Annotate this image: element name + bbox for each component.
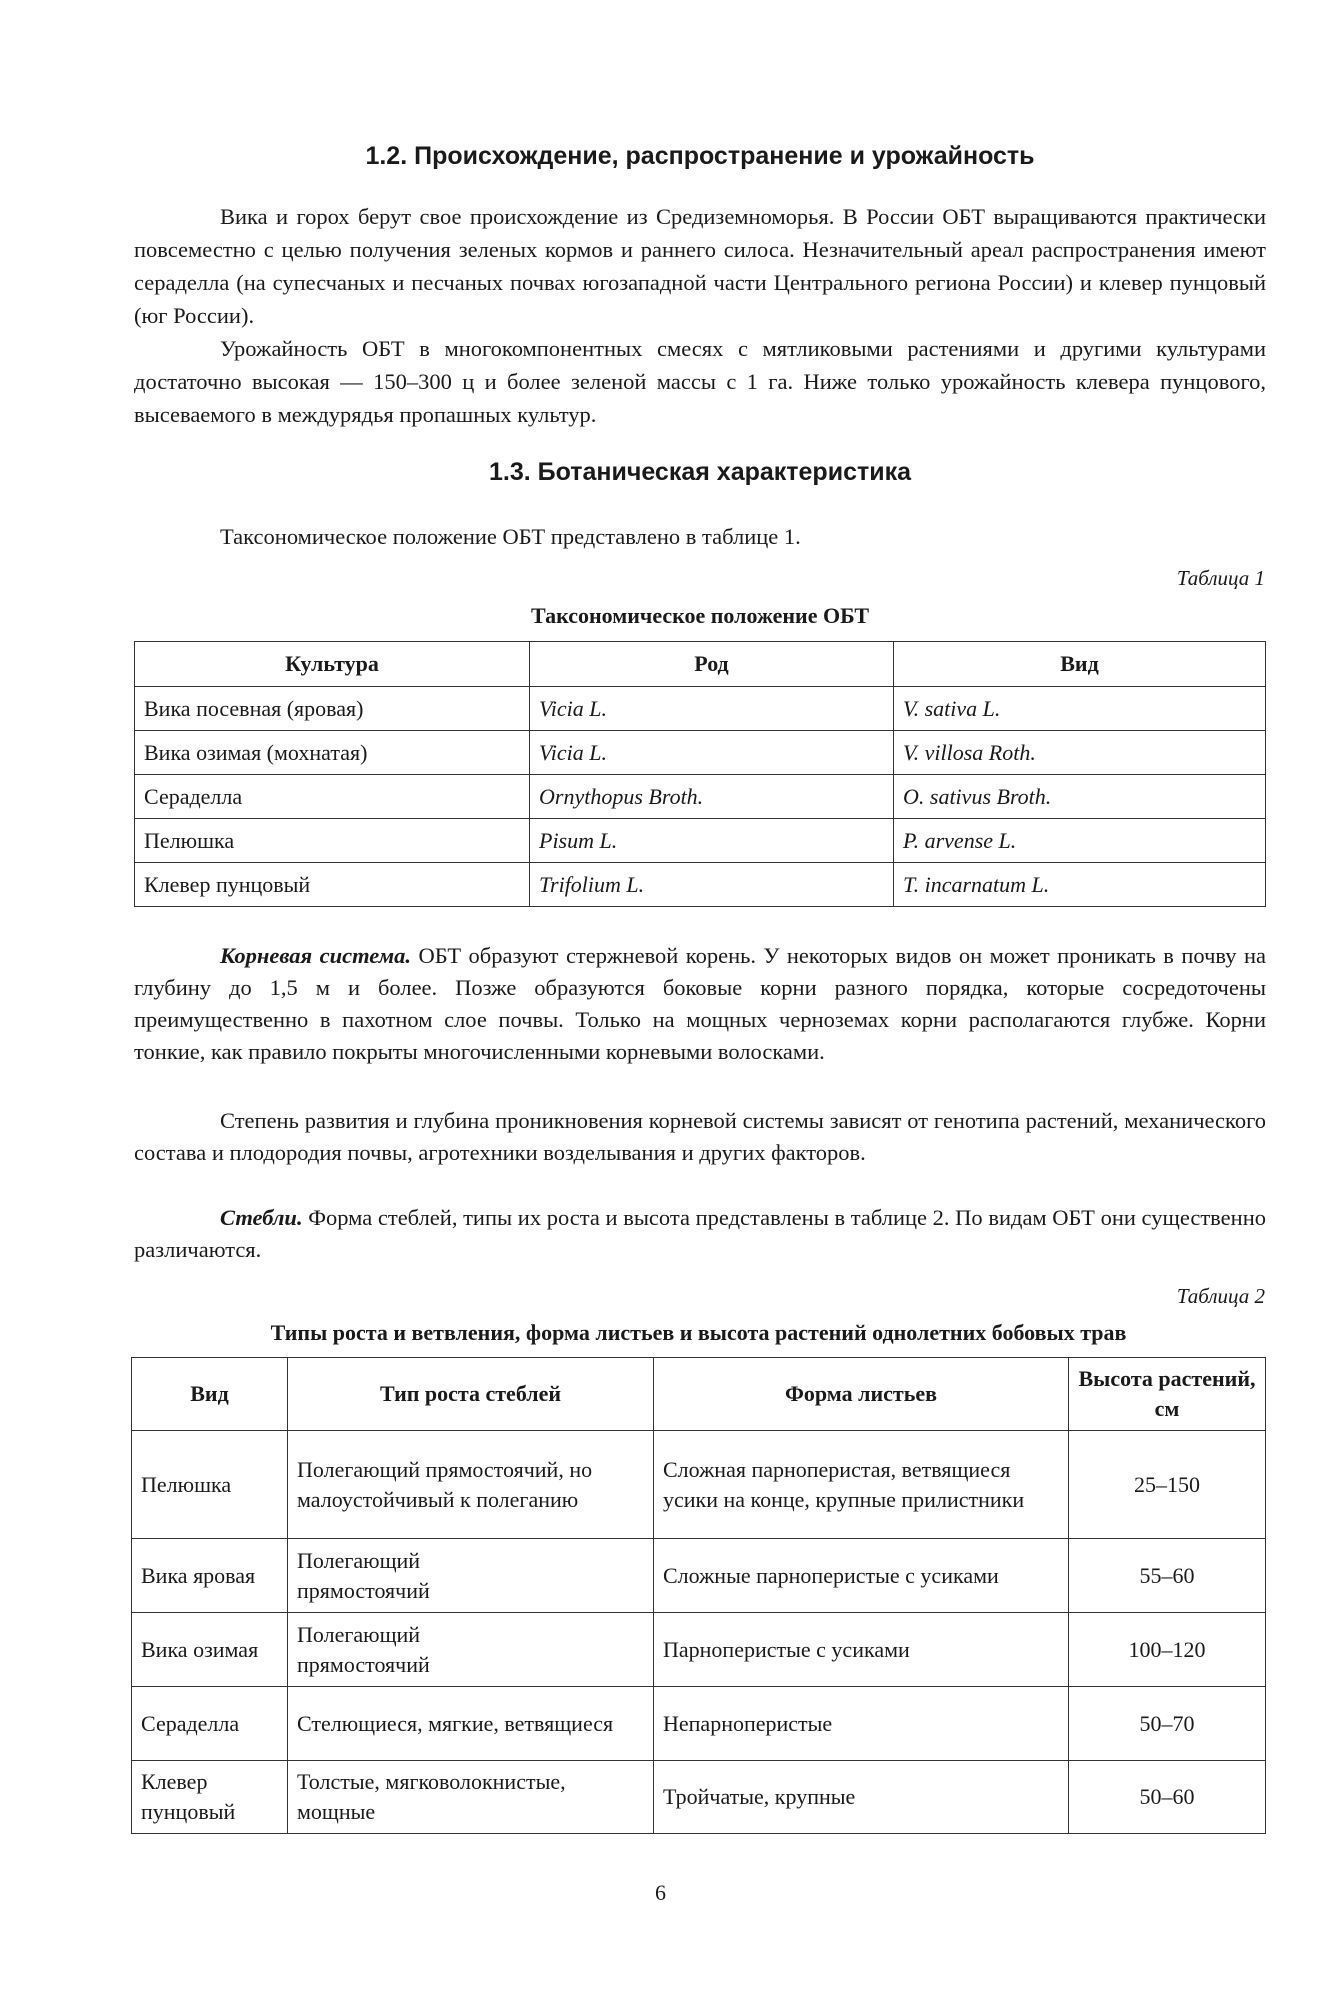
cell-genus: Vicia L. xyxy=(530,687,894,731)
header-cell: Форма листьев xyxy=(654,1358,1069,1431)
stems-text: Форма стеблей, типы их роста и высота представлены в таблице 2. По видам ОБТ они существенно различаются. xyxy=(134,1205,1266,1262)
header-cell: Высота растений, см xyxy=(1069,1358,1266,1431)
cell-height: 50–60 xyxy=(1069,1761,1266,1834)
table2-label: Таблица 2 xyxy=(1176,1284,1265,1308)
page-number: 6 xyxy=(655,1880,666,1905)
paragraph-roots xyxy=(134,940,1266,1068)
cell-height: 100–120 xyxy=(1069,1613,1266,1687)
cell-leaf-form: Сложные парноперистые с усиками xyxy=(654,1539,1069,1613)
table1-label: Таблица 1 xyxy=(1176,566,1265,590)
cell-species: Вика яровая xyxy=(132,1539,288,1613)
cell-culture: Сераделла xyxy=(135,775,530,819)
cell-species: Клевер пунцовый xyxy=(132,1761,288,1834)
cell-stem-type: Стелющиеся, мягкие, ветвящиеся xyxy=(288,1687,654,1761)
table-header-row xyxy=(135,642,1266,687)
cell-genus: Trifolium L. xyxy=(530,863,894,907)
cell-species: T. incarnatum L. xyxy=(894,863,1266,907)
paragraph-roots-2: Степень развития и глубина проникновения корневой системы зависят от генотипа растений, механического состава и плодородия почвы, агротехники возделывания и других факторов. xyxy=(134,1108,1266,1165)
cell-stem-type: Полегающий прямостоячий, но малоустойчивый к полеганию xyxy=(288,1431,654,1539)
cell-leaf-form: Парноперистые с усиками xyxy=(654,1613,1069,1687)
roots-text: ОБТ образуют стержневой корень. У некоторых видов он может проникать в почву на глубину до 1,5 м и более. Позже образуются боковые корни разного порядка, которые сосредоточены преимущественно в пахотном слое почвы. Только на мощных черноземах корни располагаются глубже. Корни тонкие, как правило покрыты многочисленными корневыми волосками. xyxy=(134,943,1267,1064)
section-heading-1-2: 1.2. Происхождение, распространение и урожайность xyxy=(365,142,1035,170)
cell-species: Пелюшка xyxy=(132,1431,288,1539)
header-cell: Вид xyxy=(132,1358,288,1431)
cell-stem-type: Толстые, мягковолокнистые, мощные xyxy=(288,1761,654,1834)
cell-leaf-form: Непарноперистые xyxy=(654,1687,1069,1761)
cell-leaf-form: Тройчатые, крупные xyxy=(654,1761,1069,1834)
cell-stem-type: Полегающий прямостоячий xyxy=(288,1539,654,1613)
cell-species: P. arvense L. xyxy=(894,819,1266,863)
header-cell: Вид xyxy=(894,642,1266,687)
cell-species: O. sativus Broth. xyxy=(894,775,1266,819)
table-row xyxy=(132,1613,1266,1687)
header-cell: Род xyxy=(530,642,894,687)
header-cell: Культура xyxy=(135,642,530,687)
taxonomy-table xyxy=(134,641,1266,907)
term-stems: Стебли. xyxy=(220,1205,303,1230)
cell-species: V. sativa L. xyxy=(894,687,1266,731)
table1-caption: Таксономическое положение ОБТ xyxy=(530,603,870,628)
paragraph-taxonomy-intro: Таксономическое положение ОБТ представлено в таблице 1. xyxy=(220,524,801,549)
table-row xyxy=(132,1687,1266,1761)
cell-culture: Вика озимая (мохнатая) xyxy=(135,731,530,775)
section-heading-1-3: 1.3. Ботаническая характеристика xyxy=(488,458,912,486)
cell-culture: Клевер пунцовый xyxy=(135,863,530,907)
cell-genus: Vicia L. xyxy=(530,731,894,775)
paragraph-stems xyxy=(134,1202,1266,1266)
term-roots: Корневая система. xyxy=(220,943,411,968)
table2-caption: Типы роста и ветвления, форма листьев и высота растений однолетних бобовых трав xyxy=(270,1320,1127,1345)
paragraph-origin: Вика и горох берут свое происхождение из Средиземноморья. В России ОБТ выращиваются практически повсеместно с целью получения зеленых кормов и раннего силоса. Незначительный ареал распространения имеют сераделла (на супесчаных и песчаных почвах югозападной части Центрального региона России) и клевер пунцовый (юг России). xyxy=(134,204,1266,328)
paragraph-yield: Урожайность ОБТ в многокомпонентных смесях с мятликовыми растениями и другими культурами достаточно высокая — 150–300 ц и более зеленой массы с 1 га. Ниже только урожайность клевера пунцового, высеваемого в междурядья пропашных культур. xyxy=(134,336,1266,427)
table-row xyxy=(132,1431,1266,1539)
cell-height: 25–150 xyxy=(1069,1431,1266,1539)
table-header-row xyxy=(132,1358,1266,1431)
table-row xyxy=(135,687,1266,731)
cell-species: Сераделла xyxy=(132,1687,288,1761)
cell-culture: Вика посевная (яровая) xyxy=(135,687,530,731)
cell-genus: Ornythopus Broth. xyxy=(530,775,894,819)
table-row xyxy=(135,731,1266,775)
table-row xyxy=(135,819,1266,863)
cell-stem-type: Полегающий прямостоячий xyxy=(288,1613,654,1687)
growth-table xyxy=(131,1357,1266,1834)
cell-height: 55–60 xyxy=(1069,1539,1266,1613)
cell-species: V. villosa Roth. xyxy=(894,731,1266,775)
table-row xyxy=(135,775,1266,819)
cell-genus: Pisum L. xyxy=(530,819,894,863)
cell-height: 50–70 xyxy=(1069,1687,1266,1761)
table-row xyxy=(132,1761,1266,1834)
cell-species: Вика озимая xyxy=(132,1613,288,1687)
table-row xyxy=(132,1539,1266,1613)
table-row xyxy=(135,863,1266,907)
cell-culture: Пелюшка xyxy=(135,819,530,863)
header-cell: Тип роста стеблей xyxy=(288,1358,654,1431)
cell-leaf-form: Сложная парноперистая, ветвящиеся усики на конце, крупные прилистники xyxy=(654,1431,1069,1539)
